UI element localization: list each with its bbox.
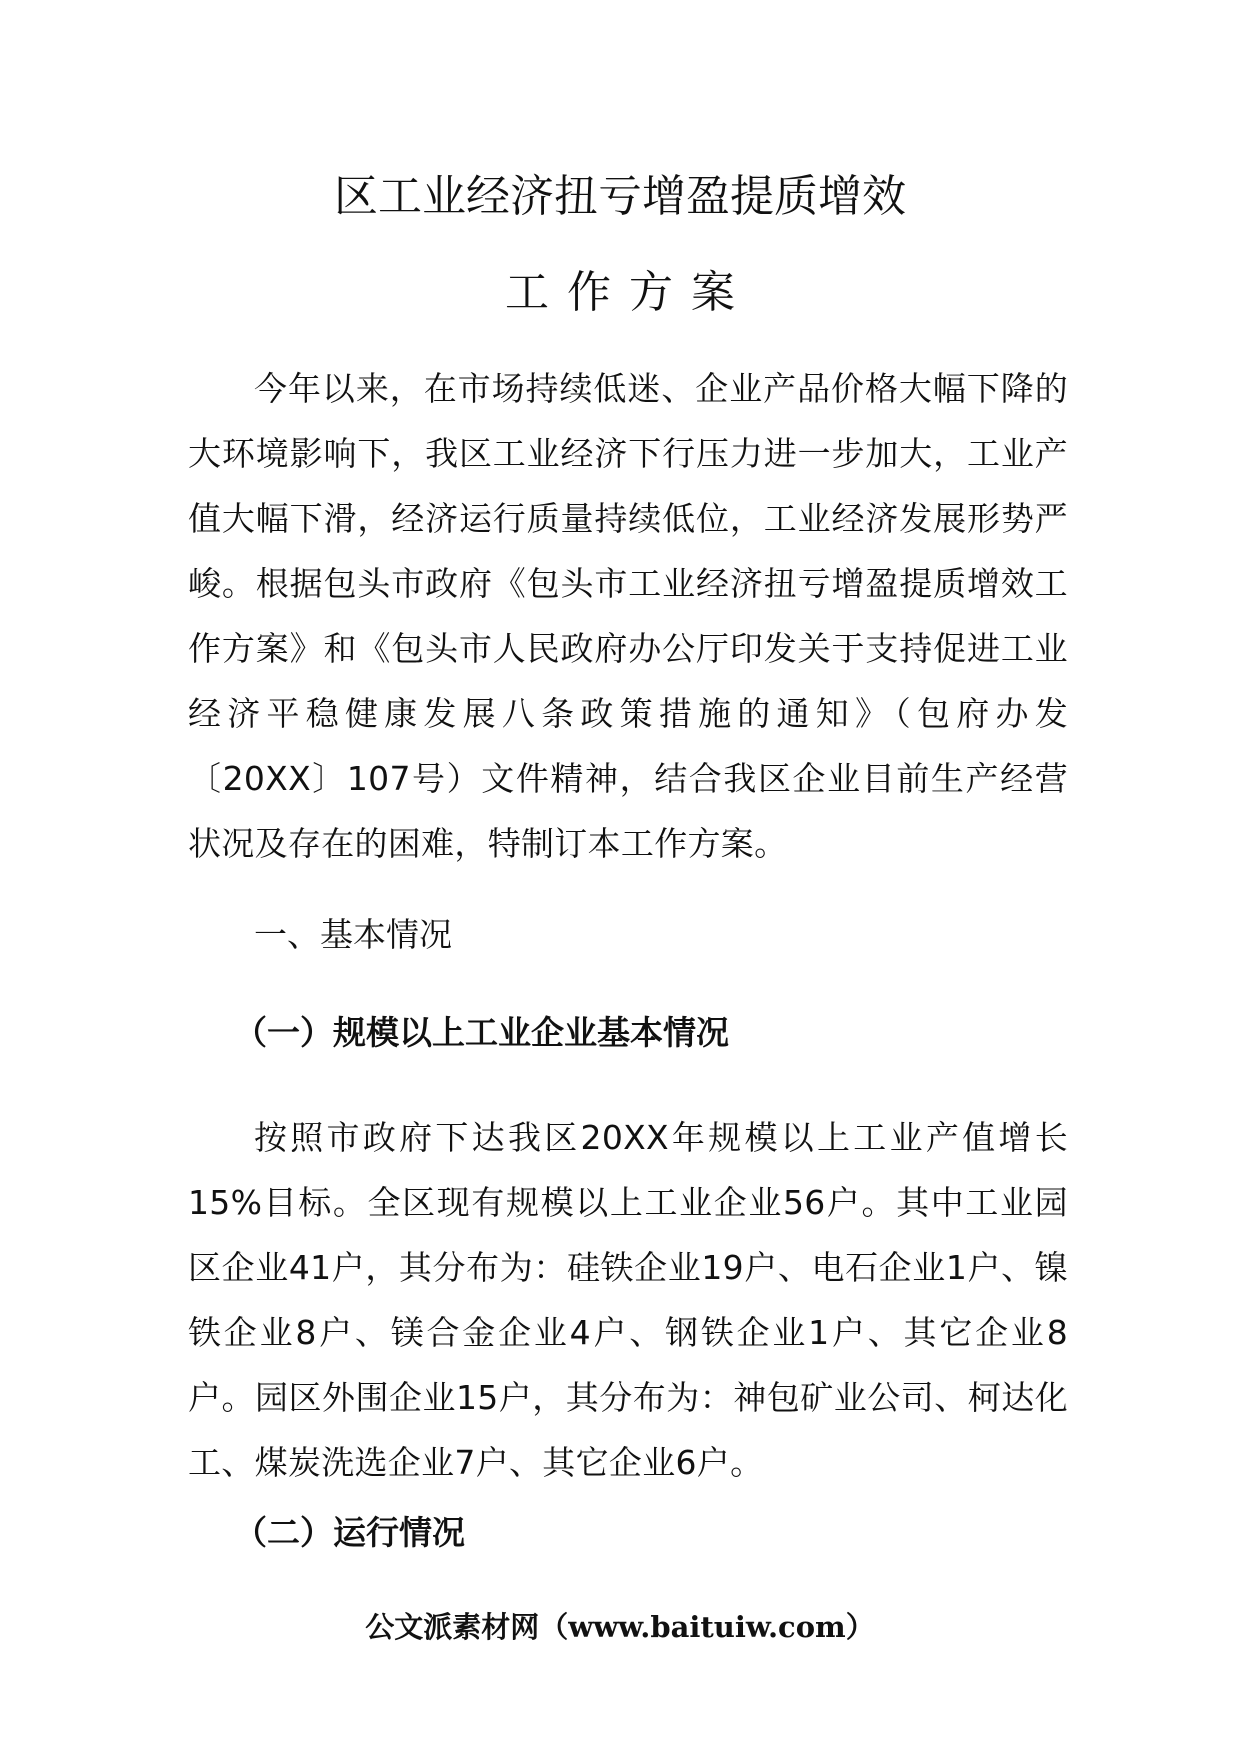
enterprise-basics-paragraph: 按照市政府下达我区20XX年规模以上工业产值增长15%目标。全区现有规模以上工业企业56户。其中工业园区企业41户，其分布为：硅铁企业19户、电石企业1户、镍铁企业8户、镁合金企业4户、钢铁企业1户、其它企业8户。园区外围企业15户，其分布为：神包矿业公司、柯达化工、煤炭洗选企业7户、其它企业6户。 bbox=[188, 1118, 1068, 1482]
document-title-line-1: 区工业经济扭亏增盈提质增效 bbox=[334, 171, 906, 222]
subsection-heading-enterprise-basics: （一）规模以上工业企业基本情况 bbox=[234, 1013, 729, 1052]
document-title-line-2: 工作方案 bbox=[505, 267, 753, 318]
footer-watermark: 公文派素材网（www.baituiw.com） bbox=[365, 1610, 875, 1644]
subsection-heading-operation: （二）运行情况 bbox=[234, 1513, 465, 1552]
intro-paragraph: 今年以来，在市场持续低迷、企业产品价格大幅下降的大环境影响下，我区工业经济下行压力进一步加大，工业产值大幅下滑，经济运行质量持续低位，工业经济发展形势严峻。根据包头市政府《包头市工业经济扭亏增盈提质增效工作方案》和《包头市人民政府办公厅印发关于支持促进工业经济平稳健康发展八条政策措施的通知》（包府办发〔20XX〕107号）文件精神，结合我区企业目前生产经营状况及存在的困难，特制订本工作方案。 bbox=[188, 369, 1068, 863]
section-heading-basic-situation: 一、基本情况 bbox=[254, 915, 452, 954]
